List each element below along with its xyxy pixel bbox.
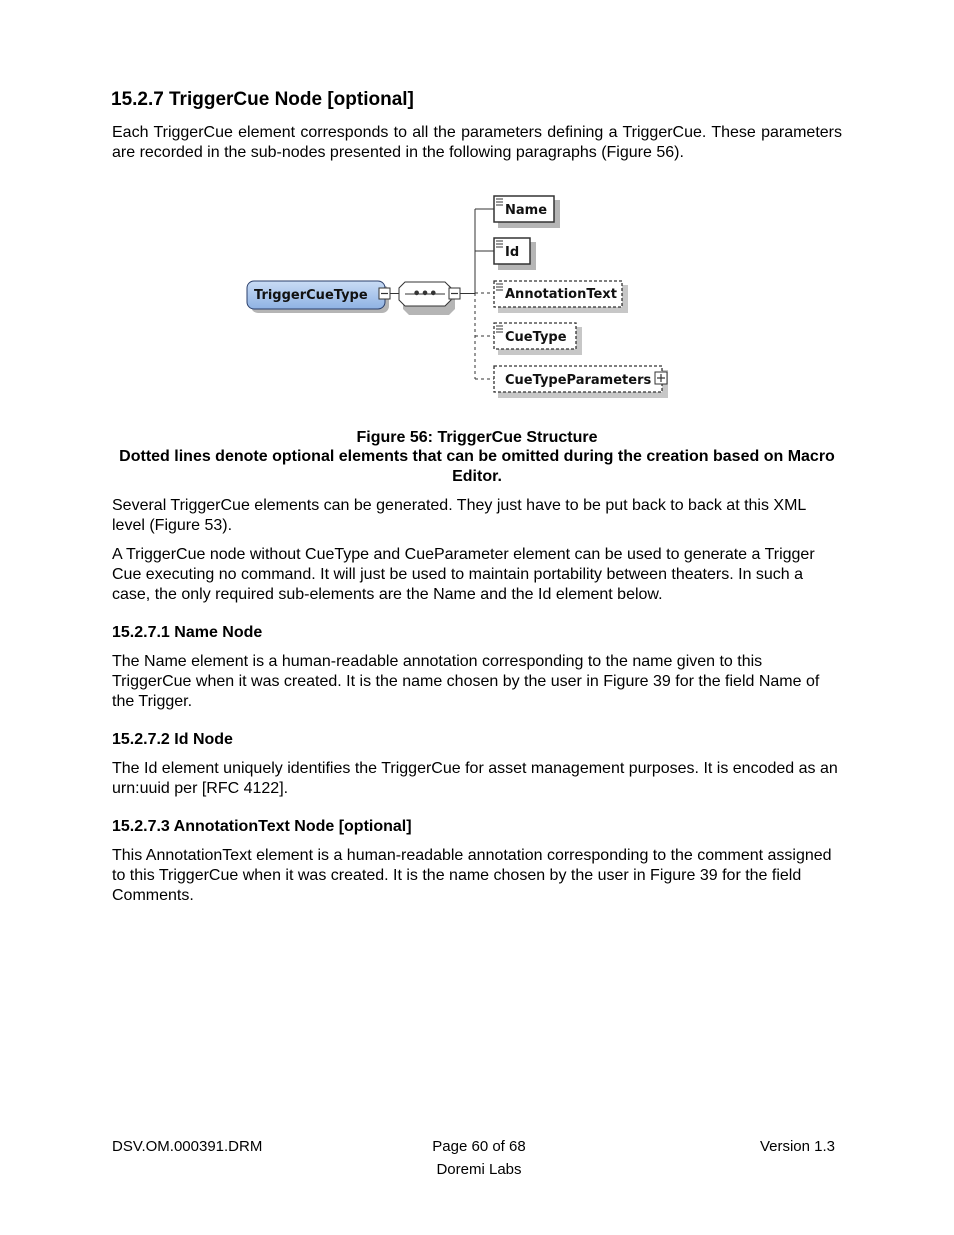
subsection-heading: 15.2.7.2 Id Node <box>112 731 233 748</box>
subsection-body: This AnnotationText element is a human-readable annotation corresponding to the comment assigned to this TriggerCue when it was created. It is the name chosen by the user in Figure 39 for the field Comments. <box>112 847 832 904</box>
diagram-node-label: Id <box>505 245 520 260</box>
schema-diagram <box>0 0 954 420</box>
diagram-node-label: AnnotationText <box>505 287 617 302</box>
diagram-node-label: Name <box>505 203 548 218</box>
figure-title: Figure 56: TriggerCue Structure <box>356 429 598 446</box>
expand-icon[interactable] <box>655 372 667 384</box>
paragraph: Several TriggerCue elements can be generated. They just have to be put back to back at this XML level (Figure 53). <box>112 497 806 534</box>
subsection-body: The Id element uniquely identifies the TriggerCue for asset management purposes. It is encoded as an urn:uuid per [RFC 4122]. <box>112 760 838 797</box>
diagram-node-label: CueTypeParameters <box>505 373 652 388</box>
diagram-node-annotationtext <box>494 281 628 313</box>
diagram-root-node <box>247 281 389 313</box>
figure-note: Dotted lines denote optional elements that can be omitted during the creation based on Macro Editor. <box>119 448 835 485</box>
sequence-compositor <box>399 282 455 315</box>
sequence-collapse-icon[interactable] <box>449 288 460 299</box>
diagram-node-cuetype <box>494 323 582 355</box>
diagram-node-cuetypeparameters <box>494 366 668 398</box>
footer-company: Doremi Labs <box>436 1161 522 1178</box>
section-number: 15.2.7 <box>111 89 164 110</box>
footer-doc-id: DSV.OM.000391.DRM <box>112 1138 263 1155</box>
subsection-heading: 15.2.7.1 Name Node <box>112 624 263 641</box>
intro-paragraph: Each TriggerCue element corresponds to all the parameters defining a TriggerCue. These parameters are recorded in the sub-nodes presented in the following paragraphs (Figure 56). <box>112 124 842 161</box>
paragraph: A TriggerCue node without CueType and CueParameter element can be used to generate a Trigger Cue executing no command. It will just be used to maintain portability between theaters. In such a case, the only required sub-elements are the Name and the Id element below. <box>112 546 815 603</box>
subsection-heading: 15.2.7.3 AnnotationText Node [optional] <box>112 818 412 835</box>
root-collapse-icon[interactable] <box>379 288 390 299</box>
footer-version: Version 1.3 <box>759 1138 835 1155</box>
sequence-symbol: ••• <box>412 287 438 302</box>
diagram-node-label: CueType <box>505 330 567 345</box>
diagram-node-name <box>494 196 560 228</box>
diagram-node-id <box>494 238 536 270</box>
section-title: TriggerCue Node [optional] <box>169 89 414 110</box>
subsection-body: The Name element is a human-readable annotation corresponding to the name given to this TriggerCue when it was created. It is the name chosen by the user in Figure 39 for the field Name of the Trigger. <box>112 653 820 710</box>
diagram-root-label: TriggerCueType <box>254 288 368 303</box>
footer-page-number: Page 60 of 68 <box>432 1138 526 1155</box>
